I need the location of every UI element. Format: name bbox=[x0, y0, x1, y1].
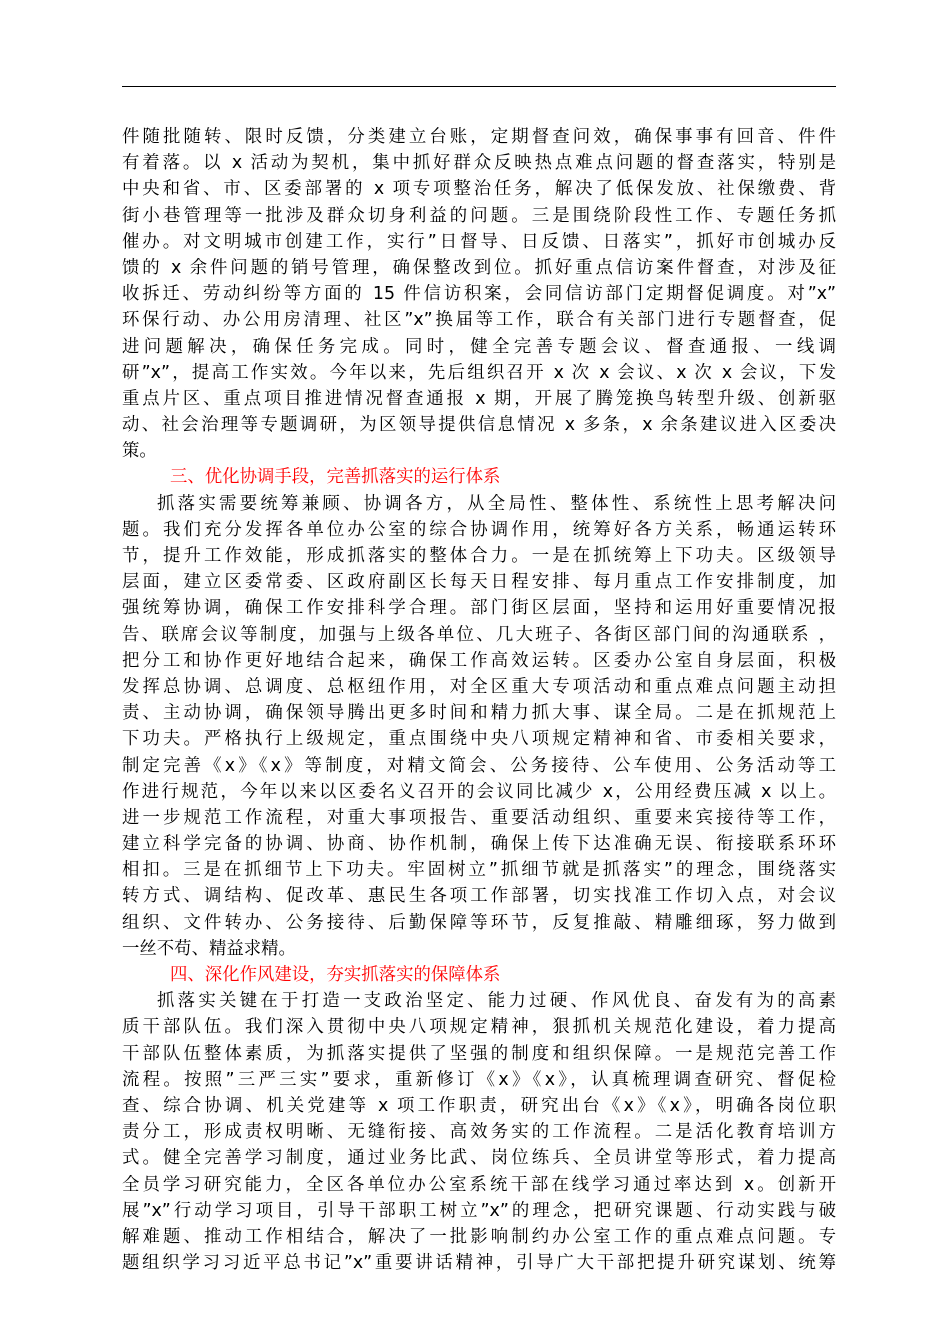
paragraph-coordination bbox=[122, 491, 836, 962]
text-line: 有着落。以 x 活动为契机，集中抓好群众反映热点难点问题的督查落实，特别是 bbox=[122, 153, 836, 174]
text-line: 题。我们充分发挥各单位办公室的综合协调作用，统筹好各方关系，畅通运转环 bbox=[122, 519, 836, 540]
text-line: 抓落实关键在于打造一支政治坚定、能力过硬、作风优良、奋发有为的高素 bbox=[157, 991, 836, 1012]
text-line: 环保行动、办公用房清理、社区”x”换届等工作，联合有关部门进行专题督查，促 bbox=[122, 310, 836, 331]
text-line: 收拆迁、劳动纠纷等方面的 15 件信访积案，会同信访部门定期督促调度。对”x” bbox=[122, 284, 836, 305]
text-line: 相扣。三是在抓细节上下功夫。牢固树立”抓细节就是抓落实”的理念，围绕落实 bbox=[122, 860, 836, 881]
paragraph-work-style bbox=[122, 988, 836, 1276]
text-line: 研”x”，提高工作实效。今年以来，先后组织召开 x 次 x 会议、x 次 x 会议，下发 bbox=[122, 362, 836, 383]
text-line: 作进行规范，今年以来以区委名义召开的会议同比减少 x，公用经费压减 x 以上。 bbox=[122, 781, 836, 802]
text-line: 策。 bbox=[122, 441, 157, 462]
text-line: 一丝不苟、精益求精。 bbox=[122, 938, 296, 959]
text-line: 责分工，形成责权明晰、无缝衔接、高效务实的工作流程。二是活化教育培训方 bbox=[122, 1122, 836, 1143]
header-rule bbox=[122, 86, 836, 87]
text-line: 质干部队伍。我们深入贯彻中央八项规定精神，狠抓机关规范化建设，着力提高 bbox=[122, 1017, 836, 1038]
text-line: 解难题、推动工作相结合，解决了一批影响制约办公室工作的重点难点问题。专 bbox=[122, 1226, 836, 1247]
text-line: 进问题解决，确保任务完成。同时，健全完善专题会议、督查通报、一线调 bbox=[122, 336, 836, 357]
text-line: 流程。按照”三严三实”要求，重新修订《x》《x》，认真梳理调查研究、督促检 bbox=[122, 1069, 836, 1090]
text-line: 题组织学习习近平总书记”x”重要讲话精神，引导广大干部把提升研究谋划、统筹 bbox=[122, 1253, 836, 1274]
text-line: 转方式、调结构、促改革、惠民生各项工作部署，切实找准工作切入点，对会议 bbox=[122, 886, 836, 907]
text-line: 重点片区、重点项目推进情况督查通报 x 期，开展了腾笼换鸟转型升级、创新驱 bbox=[122, 388, 836, 409]
text-line: 制定完善《x》《x》等制度，对精文简会、公务接待、公车使用、公务活动等工 bbox=[122, 755, 836, 776]
text-line: 组织、文件转办、公务接待、后勤保障等环节，反复推敲、精雕细琢，努力做到 bbox=[122, 912, 836, 933]
text-line: 建立科学完备的协调、协商、协作机制，确保上传下达准确无误、衔接联系环环 bbox=[122, 834, 836, 855]
text-line: 中央和省、市、区委部署的 x 项专项整治任务，解决了低保发放、社保缴费、背 bbox=[122, 179, 836, 200]
section-heading-3: 三、优化协调手段，完善抓落实的运行体系 bbox=[170, 467, 501, 488]
text-line: 馈的 x 余件问题的销号管理，确保整改到位。抓好重点信访案件督查，对涉及征 bbox=[122, 257, 836, 278]
text-line: 查、综合协调、机关党建等 x 项工作职责，研究出台《x》《x》，明确各岗位职 bbox=[122, 1095, 836, 1116]
text-line: 责、主动协调，确保领导腾出更多时间和精力抓大事、谋全局。二是在抓规范上 bbox=[122, 703, 836, 724]
text-line: 街小巷管理等一批涉及群众切身利益的问题。三是围绕阶段性工作、专题任务抓 bbox=[122, 205, 836, 226]
text-line: 式。健全完善学习制度，通过业务比武、岗位练兵、全员讲堂等形式，着力提高 bbox=[122, 1148, 836, 1169]
section-heading-4: 四、深化作风建设，夯实抓落实的保障体系 bbox=[170, 965, 501, 985]
text-line: 催办。对文明城市创建工作，实行”日督导、日反馈、日落实”，抓好市创城办反 bbox=[122, 231, 836, 252]
text-line: 干部队伍整体素质，为抓落实提供了坚强的制度和组织保障。一是规范完善工作 bbox=[122, 1043, 836, 1064]
text-line: 抓落实需要统筹兼顾、协调各方，从全局性、整体性、系统性上思考解决问 bbox=[157, 493, 836, 514]
text-line: 下功夫。严格执行上级规定，重点围绕中央八项规定精神和省、市委相关要求， bbox=[122, 729, 836, 750]
text-line: 层面，建立区委常委、区政府副区长每天日程安排、每月重点工作安排制度，加 bbox=[122, 572, 836, 593]
text-line: 件随批随转、限时反馈，分类建立台账，定期督查问效，确保事事有回音、件件 bbox=[122, 127, 836, 147]
text-line: 把分工和协作更好地结合起来，确保工作高效运转。区委办公室自身层面，积极 bbox=[122, 650, 836, 671]
text-line: 节，提升工作效能，形成抓落实的整体合力。一是在抓统筹上下功夫。区级领导 bbox=[122, 546, 836, 566]
text-line: 全员学习研究能力，全区各单位办公室系统干部在线学习通过率达到 x。创新开 bbox=[122, 1174, 836, 1195]
text-line: 强统筹协调，确保工作安排科学合理。部门街区层面，坚持和运用好重要情况报 bbox=[122, 598, 836, 619]
paragraph-supervision-continued bbox=[122, 124, 836, 464]
text-line: 展”x”行动学习项目，引导干部职工树立”x”的理念，把研究课题、行动实践与破 bbox=[122, 1200, 836, 1221]
text-line: 动、社会治理等专题调研，为区领导提供信息情况 x 多条，x 余条建议进入区委决 bbox=[122, 415, 836, 436]
text-line: 进一步规范工作流程，对重大事项报告、重要活动组织、重要来宾接待等工作， bbox=[122, 807, 836, 828]
text-line: 发挥总协调、总调度、总枢纽作用，对全区重大专项活动和重点难点问题主动担 bbox=[122, 676, 836, 697]
text-line: 告、联席会议等制度，加强与上级各单位、几大班子、各街区部门间的沟通联系 ， bbox=[122, 624, 836, 645]
document-body bbox=[122, 124, 836, 1276]
